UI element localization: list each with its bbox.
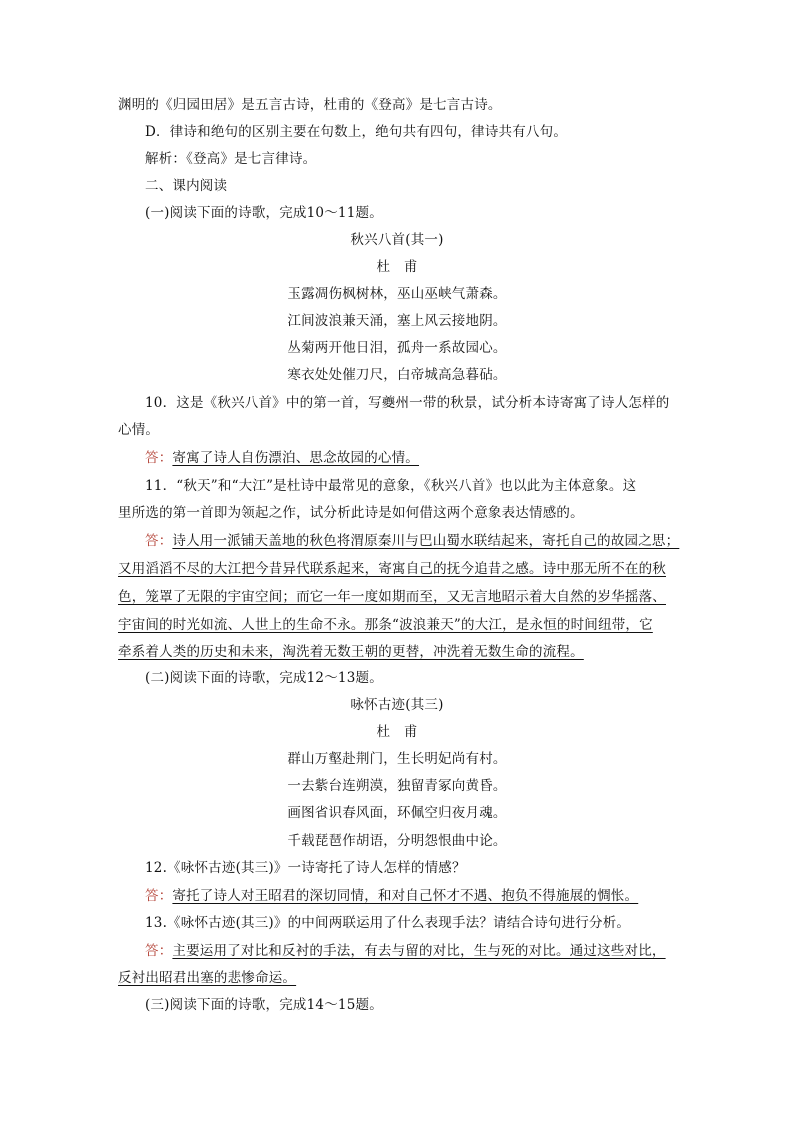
answer-label: 答： (145, 943, 173, 959)
poem-line: 千载琵琶作胡语，分明怨恨曲中论。 (287, 833, 507, 849)
poem-author: 杜 甫 (376, 259, 418, 275)
answer-text: 诗人用一派铺天盖地的秋色将渭原秦川与巴山蜀水联结起来，寄托自己的故园之思； (172, 533, 680, 549)
subsection-heading: (三)阅读下面的诗歌，完成14～15题。 (145, 997, 383, 1013)
question-13: 13.《咏怀古迹(其三)》的中间两联运用了什么表现手法？请结合诗句进行分析。 (145, 915, 631, 931)
answer-text: 寄托了诗人对王昭君的深切同情，和对自己怀才不遇、抱负不得施展的惆怅。 (172, 888, 639, 904)
question-10: 10．这是《秋兴八首》中的第一首，写夔州一带的秋景，试分析本诗寄寓了诗人怎样的 (145, 395, 670, 411)
answer-12 (145, 887, 705, 905)
answer-11 (145, 532, 705, 550)
answer-11-cont: 色，笼罩了无限的宇宙空间；而它一年一度如期而至，又无言地昭示着大自然的岁华摇落、 (118, 589, 666, 605)
poem-line: 江间波浪兼天涌，塞上风云接地阴。 (287, 313, 507, 329)
answer-text: 寄寓了诗人自伤漂泊、思念故园的心情。 (172, 450, 420, 466)
answer-13 (145, 942, 705, 960)
answer-10 (145, 449, 705, 467)
option-d: D．律诗和绝句的区别主要在句数上，绝句共有四句，律诗共有八句。 (145, 124, 568, 140)
text-line: 渊明的《归园田居》是五言古诗，杜甫的《登高》是七言古诗。 (118, 97, 502, 113)
answer-text: 主要运用了对比和反衬的手法，有去与留的对比，生与死的对比。通过这些对比， (172, 943, 666, 959)
poem-line: 丛菊两开他日泪，孤舟一系故园心。 (287, 340, 507, 356)
answer-11-cont: 又用滔滔不尽的大江把今昔异代联系起来，寄寓自己的抚今追昔之感。诗中那无所不在的秋 (118, 561, 666, 577)
question-10-cont: 心情。 (118, 422, 160, 438)
analysis-line: 解析：《登高》是七言律诗。 (145, 151, 317, 167)
answer-label: 答： (145, 533, 173, 549)
answer-label: 答： (145, 888, 173, 904)
poem-line: 寒衣处处催刀尺，白帝城高急暮砧。 (287, 367, 507, 383)
poem-title: 咏怀古迹(其三) (350, 697, 444, 713)
poem-line: 玉露凋伤枫树林，巫山巫峡气萧森。 (287, 286, 507, 302)
poem-title: 秋兴八首(其一) (350, 232, 444, 248)
question-11-cont: 里所选的第一首即为领起之作，试分析此诗是如何借这两个意象表达情感的。 (118, 505, 584, 521)
poem-author: 杜 甫 (376, 724, 418, 740)
question-11: 11．“秋天”和“大江”是杜诗中最常见的意象，《秋兴八首》也以此为主体意象。这 (145, 478, 637, 494)
poem-line: 群山万壑赴荆门，生长明妃尚有村。 (287, 751, 507, 767)
subsection-heading: (一)阅读下面的诗歌，完成10～11题。 (145, 205, 383, 221)
poem-line: 画图省识春风面，环佩空归夜月魂。 (287, 805, 507, 821)
answer-13-cont: 反衬出昭君出塞的悲惨命运。 (118, 970, 297, 986)
subsection-heading: (二)阅读下面的诗歌，完成12～13题。 (145, 670, 383, 686)
section-heading: 二、课内阅读 (145, 178, 228, 194)
answer-11-cont: 牵系着人类的历史和未来，淘洗着无数王朝的更替，冲洗着无数生命的流程。 (118, 644, 584, 660)
answer-label: 答： (145, 450, 173, 466)
answer-11-cont: 宇宙间的时光如流、人世上的生命不永。那条“波浪兼天”的大江，是永恒的时间纽带，它 (118, 617, 653, 633)
question-12: 12.《咏怀古迹(其三)》一诗寄托了诗人怎样的情感？ (145, 860, 466, 876)
poem-line: 一去紫台连朔漠，独留青冢向黄昏。 (287, 778, 507, 794)
